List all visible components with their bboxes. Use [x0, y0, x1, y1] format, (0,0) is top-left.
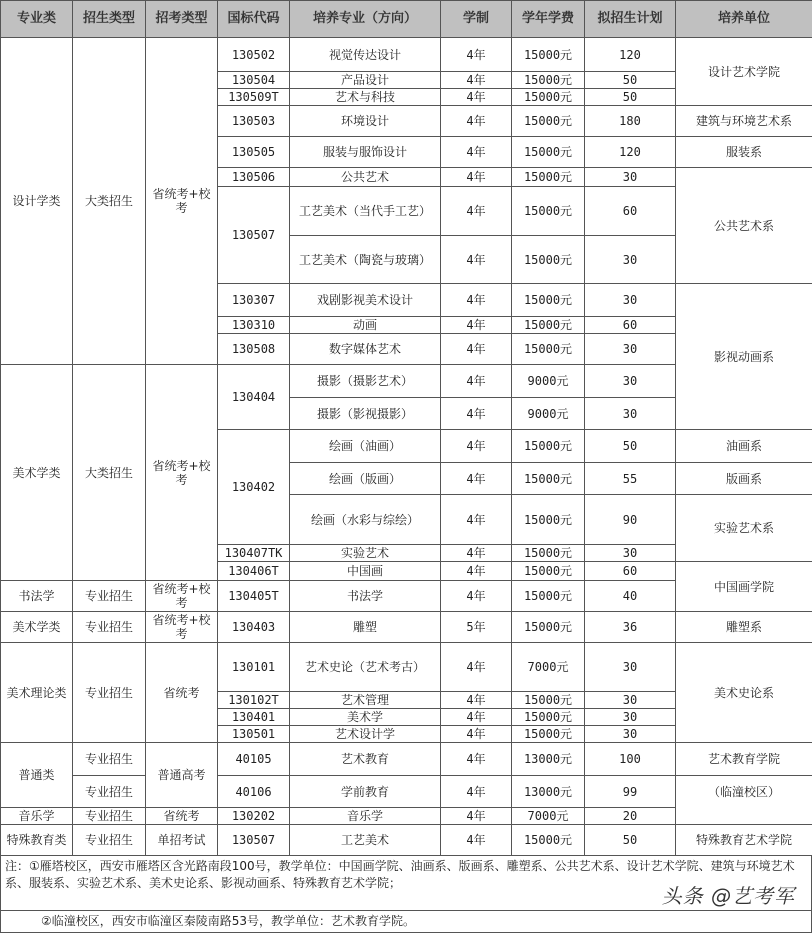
major-cell: 艺术与科技 — [290, 89, 441, 106]
years-cell: 4年 — [441, 72, 512, 89]
unit-cell: 建筑与环境艺术系 — [676, 106, 812, 137]
fee-cell: 15000元 — [512, 495, 585, 545]
years-cell: 4年 — [441, 187, 512, 236]
header-enroll-type: 招生类型 — [73, 1, 146, 38]
years-cell: 4年 — [441, 365, 512, 398]
category-cell: 书法学 — [1, 581, 73, 612]
unit-cell: 油画系 — [676, 430, 812, 463]
unit-cell: 影视动画系 — [676, 284, 812, 430]
fee-cell: 9000元 — [512, 365, 585, 398]
major-cell: 雕塑 — [290, 612, 441, 643]
major-cell: 艺术教育 — [290, 743, 441, 776]
enroll-type-cell: 专业招生 — [73, 808, 146, 825]
fee-cell: 15000元 — [512, 709, 585, 726]
plan-cell: 30 — [585, 168, 676, 187]
years-cell: 4年 — [441, 334, 512, 365]
fee-cell: 15000元 — [512, 692, 585, 709]
plan-cell: 30 — [585, 284, 676, 317]
header-years: 学制 — [441, 1, 512, 38]
fee-cell: 15000元 — [512, 562, 585, 581]
note-lintong-campus: ②临潼校区，西安市临潼区秦陵南路53号，教学单位：艺术教育学院。 — [41, 914, 416, 928]
enroll-type-cell: 专业招生 — [73, 581, 146, 612]
plan-cell: 36 — [585, 612, 676, 643]
header-category: 专业类 — [1, 1, 73, 38]
code-cell: 130504 — [218, 72, 290, 89]
category-cell: 美术学类 — [1, 612, 73, 643]
major-cell: 摄影（影视摄影） — [290, 398, 441, 430]
header-fee: 学年学费 — [512, 1, 585, 38]
unit-cell: 艺术教育学院 — [676, 743, 812, 776]
plan-cell: 60 — [585, 562, 676, 581]
fee-cell: 15000元 — [512, 137, 585, 168]
years-cell: 5年 — [441, 612, 512, 643]
fee-cell: 15000元 — [512, 72, 585, 89]
code-cell: 130505 — [218, 137, 290, 168]
major-cell: 中国画 — [290, 562, 441, 581]
fee-cell: 9000元 — [512, 398, 585, 430]
fee-cell: 15000元 — [512, 38, 585, 72]
code-cell: 130406T — [218, 562, 290, 581]
exam-type-cell: 省统考 — [146, 643, 218, 743]
plan-cell: 30 — [585, 692, 676, 709]
unit-cell: 公共艺术系 — [676, 168, 812, 284]
plan-cell: 30 — [585, 545, 676, 562]
code-cell: 130507 — [218, 825, 290, 856]
unit-cell: 雕塑系 — [676, 612, 812, 643]
header-exam-type: 招考类型 — [146, 1, 218, 38]
years-cell: 4年 — [441, 236, 512, 284]
header-plan: 拟招生计划 — [585, 1, 676, 38]
fee-cell: 15000元 — [512, 284, 585, 317]
major-cell: 学前教育 — [290, 776, 441, 808]
table-row — [1, 825, 812, 856]
category-cell: 设计学类 — [1, 38, 73, 365]
unit-cell: 服装系 — [676, 137, 812, 168]
unit-cell: 特殊教育艺术学院 — [676, 825, 812, 856]
fee-cell: 15000元 — [512, 317, 585, 334]
plan-cell: 120 — [585, 38, 676, 72]
code-cell: 130407TK — [218, 545, 290, 562]
exam-type-cell: 省统考+校考 — [146, 612, 218, 643]
code-cell: 130401 — [218, 709, 290, 726]
major-cell: 摄影（摄影艺术） — [290, 365, 441, 398]
years-cell: 4年 — [441, 743, 512, 776]
years-cell: 4年 — [441, 643, 512, 692]
years-cell: 4年 — [441, 709, 512, 726]
major-cell: 音乐学 — [290, 808, 441, 825]
category-cell: 普通类 — [1, 743, 73, 808]
years-cell: 4年 — [441, 495, 512, 545]
fee-cell: 13000元 — [512, 776, 585, 808]
code-cell: 40106 — [218, 776, 290, 808]
code-cell: 130502 — [218, 38, 290, 72]
plan-cell: 60 — [585, 317, 676, 334]
header-unit: 培养单位 — [676, 1, 812, 38]
fee-cell: 15000元 — [512, 581, 585, 612]
fee-cell: 15000元 — [512, 430, 585, 463]
major-cell: 数字媒体艺术 — [290, 334, 441, 365]
years-cell: 4年 — [441, 463, 512, 495]
code-cell: 130503 — [218, 106, 290, 137]
table-row — [1, 38, 812, 72]
major-cell: 动画 — [290, 317, 441, 334]
exam-type-cell: 省统考+校考 — [146, 365, 218, 581]
fee-cell: 7000元 — [512, 808, 585, 825]
major-cell: 工艺美术 — [290, 825, 441, 856]
major-cell: 视觉传达设计 — [290, 38, 441, 72]
major-cell: 美术学 — [290, 709, 441, 726]
table-row — [1, 743, 812, 776]
years-cell: 4年 — [441, 317, 512, 334]
major-cell: 书法学 — [290, 581, 441, 612]
plan-cell: 30 — [585, 334, 676, 365]
plan-cell: 30 — [585, 726, 676, 743]
years-cell: 4年 — [441, 776, 512, 808]
major-cell: 艺术史论（艺术考古） — [290, 643, 441, 692]
plan-cell: 20 — [585, 808, 676, 825]
code-cell: 130508 — [218, 334, 290, 365]
plan-cell: 50 — [585, 825, 676, 856]
unit-cell: 中国画学院 — [676, 562, 812, 612]
code-cell: 130501 — [218, 726, 290, 743]
major-cell: 绘画（水彩与综绘） — [290, 495, 441, 545]
years-cell: 4年 — [441, 692, 512, 709]
plan-cell: 50 — [585, 89, 676, 106]
code-cell: 130307 — [218, 284, 290, 317]
header-code: 国标代码 — [218, 1, 290, 38]
major-cell: 艺术管理 — [290, 692, 441, 709]
code-cell: 130202 — [218, 808, 290, 825]
major-cell: 实验艺术 — [290, 545, 441, 562]
unit-cell: 实验艺术系 — [676, 495, 812, 562]
fee-cell: 15000元 — [512, 825, 585, 856]
major-cell: 环境设计 — [290, 106, 441, 137]
years-cell: 4年 — [441, 808, 512, 825]
fee-cell: 15000元 — [512, 545, 585, 562]
category-cell: 特殊教育类 — [1, 825, 73, 856]
years-cell: 4年 — [441, 137, 512, 168]
enroll-type-cell: 大类招生 — [73, 38, 146, 365]
years-cell: 4年 — [441, 168, 512, 187]
plan-cell: 30 — [585, 709, 676, 726]
enroll-type-cell: 专业招生 — [73, 643, 146, 743]
plan-cell: 90 — [585, 495, 676, 545]
plan-cell: 60 — [585, 187, 676, 236]
plan-cell: 30 — [585, 236, 676, 284]
years-cell: 4年 — [441, 581, 512, 612]
category-cell: 音乐学 — [1, 808, 73, 825]
unit-cell: 设计艺术学院 — [676, 38, 812, 106]
years-cell: 4年 — [441, 89, 512, 106]
code-cell: 130509T — [218, 89, 290, 106]
code-cell: 40105 — [218, 743, 290, 776]
years-cell: 4年 — [441, 825, 512, 856]
code-cell: 130403 — [218, 612, 290, 643]
major-cell: 绘画（版画） — [290, 463, 441, 495]
plan-cell: 30 — [585, 398, 676, 430]
enroll-type-cell: 专业招生 — [73, 825, 146, 856]
fee-cell: 7000元 — [512, 643, 585, 692]
code-cell: 130507 — [218, 187, 290, 284]
fee-cell: 15000元 — [512, 334, 585, 365]
code-cell: 130404 — [218, 365, 290, 430]
note-yanta-campus: 注：①雁塔校区，西安市雁塔区含光路南段100号，教学单位：中国画学院、油画系、版画系、雕塑系、公共艺术系、设计艺术学院、建筑与环境艺术系、服装系、实验艺术系、美术史论系、影视动画系、特殊教育艺术学院； — [1, 856, 811, 911]
table-row — [1, 776, 812, 808]
plan-cell: 180 — [585, 106, 676, 137]
major-cell: 艺术设计学 — [290, 726, 441, 743]
major-cell: 产品设计 — [290, 72, 441, 89]
category-cell: 美术理论类 — [1, 643, 73, 743]
exam-type-cell: 省统考+校考 — [146, 581, 218, 612]
major-cell: 绘画（油画） — [290, 430, 441, 463]
years-cell: 4年 — [441, 38, 512, 72]
code-cell: 130310 — [218, 317, 290, 334]
fee-cell: 15000元 — [512, 236, 585, 284]
plan-cell: 50 — [585, 72, 676, 89]
plan-cell: 100 — [585, 743, 676, 776]
years-cell: 4年 — [441, 545, 512, 562]
plan-cell: 50 — [585, 430, 676, 463]
plan-cell: 40 — [585, 581, 676, 612]
enroll-type-cell: 大类招生 — [73, 365, 146, 581]
code-cell: 130405T — [218, 581, 290, 612]
plan-cell: 30 — [585, 365, 676, 398]
fee-cell: 15000元 — [512, 726, 585, 743]
category-cell: 美术学类 — [1, 365, 73, 581]
major-cell: 公共艺术 — [290, 168, 441, 187]
fee-cell: 13000元 — [512, 743, 585, 776]
years-cell: 4年 — [441, 106, 512, 137]
watermark: 头条 @艺考军 — [661, 884, 795, 908]
major-cell: 工艺美术（当代手工艺） — [290, 187, 441, 236]
exam-type-cell: 省统考 — [146, 808, 218, 825]
fee-cell: 15000元 — [512, 106, 585, 137]
plan-cell: 99 — [585, 776, 676, 808]
table-row — [1, 643, 812, 692]
enroll-type-cell: 专业招生 — [73, 743, 146, 776]
years-cell: 4年 — [441, 430, 512, 463]
code-cell: 130506 — [218, 168, 290, 187]
plan-cell: 55 — [585, 463, 676, 495]
code-cell: 130101 — [218, 643, 290, 692]
exam-type-cell: 单招考试 — [146, 825, 218, 856]
years-cell: 4年 — [441, 562, 512, 581]
major-cell: 服装与服饰设计 — [290, 137, 441, 168]
plan-cell: 120 — [585, 137, 676, 168]
plan-cell: 30 — [585, 643, 676, 692]
code-cell: 130402 — [218, 430, 290, 545]
exam-type-cell: 省统考+校考 — [146, 38, 218, 365]
fee-cell: 15000元 — [512, 89, 585, 106]
years-cell: 4年 — [441, 726, 512, 743]
header-major: 培养专业（方向） — [290, 1, 441, 38]
fee-cell: 15000元 — [512, 187, 585, 236]
header-row — [1, 1, 812, 38]
years-cell: 4年 — [441, 284, 512, 317]
fee-cell: 15000元 — [512, 168, 585, 187]
years-cell: 4年 — [441, 398, 512, 430]
fee-cell: 15000元 — [512, 463, 585, 495]
exam-type-cell: 普通高考 — [146, 743, 218, 808]
unit-cell: （临潼校区） — [676, 776, 812, 825]
code-cell: 130102T — [218, 692, 290, 709]
notes-section — [0, 856, 812, 933]
fee-cell: 15000元 — [512, 612, 585, 643]
major-cell: 戏剧影视美术设计 — [290, 284, 441, 317]
major-cell: 工艺美术（陶瓷与玻璃） — [290, 236, 441, 284]
enroll-type-cell: 专业招生 — [73, 612, 146, 643]
enroll-type-cell: 专业招生 — [73, 776, 146, 808]
unit-cell: 版画系 — [676, 463, 812, 495]
table-row — [1, 612, 812, 643]
unit-cell: 美术史论系 — [676, 643, 812, 743]
